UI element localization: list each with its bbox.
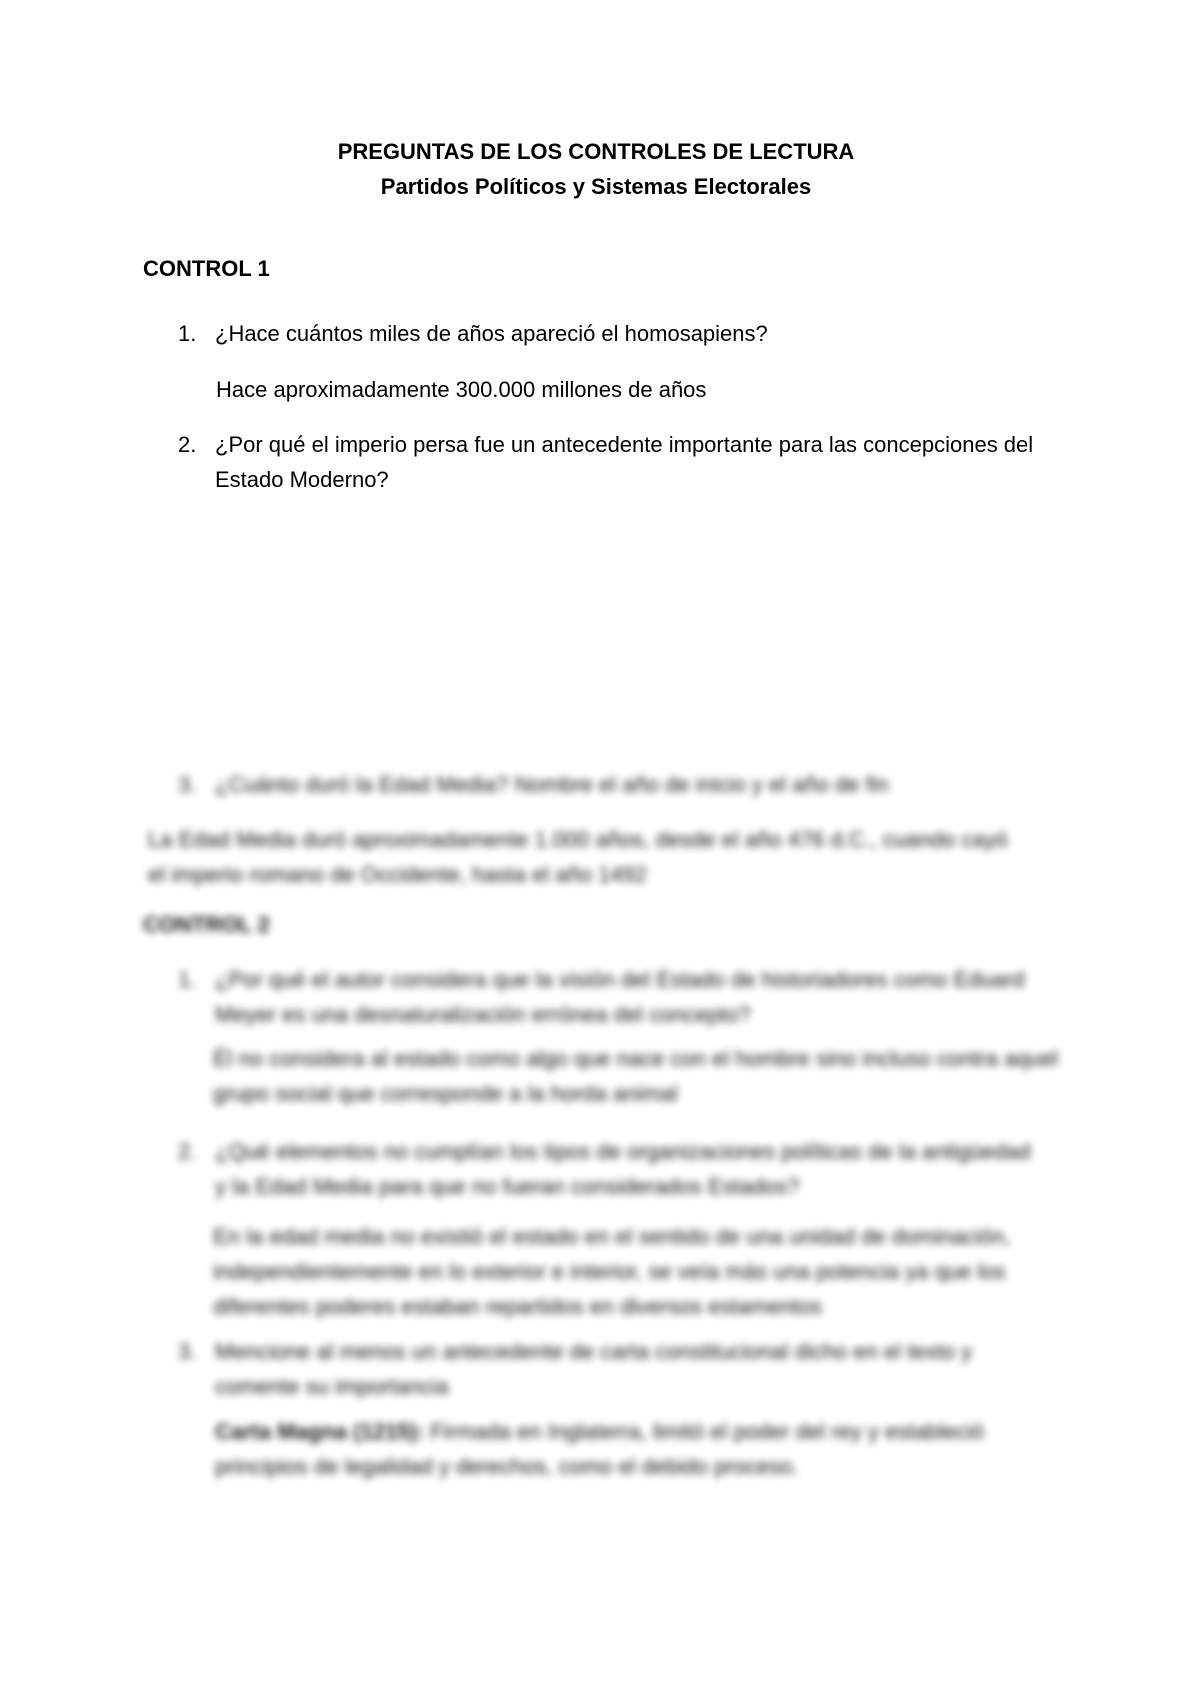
control2-question-3 — [178, 1334, 972, 1404]
answer-text: principios de legalidad y derechos, como el debido proceso. — [215, 1454, 799, 1479]
question-text: comente su importancia — [215, 1374, 449, 1399]
control2-question-1 — [178, 962, 1025, 1032]
answer-text: La Edad Media duró aproximadamente 1.000 años, desde el año 476 d.C., cuando cayó — [148, 827, 1008, 852]
answer-text: Él no considera al estado como algo que nace con el hombre sino incluso contra aquel — [213, 1046, 1059, 1071]
answer-text: diferentes poderes estaban repartidos en diversos estamentos — [213, 1294, 823, 1319]
control2-heading: CONTROL 2 — [143, 912, 270, 937]
question-text: ¿Por qué el imperio persa fue un antecedente importante para las concepciones del — [215, 432, 1034, 457]
list-number: 1. — [178, 321, 197, 346]
answer-text: independientemente en lo exterior e interior, se veía más una potencia ya que los — [213, 1259, 1006, 1284]
question-text: ¿Qué elementos no cumplían los tipos de organizaciones políticas de la antigüedad — [215, 1139, 1031, 1164]
question-text: ¿Hace cuántos miles de años apareció el homosapiens? — [215, 321, 768, 346]
question-text: Mencione al menos un antecedente de carta constitucional dicho en el texto y — [215, 1339, 973, 1364]
document-subtitle: Partidos Políticos y Sistemas Electorales — [380, 174, 812, 199]
answer-text: En la edad media no existió el estado en el sentido de una unidad de dominación, — [213, 1224, 1011, 1249]
control1-question-3 — [178, 767, 889, 802]
question-text: ¿Por qué el autor considera que la visión del Estado de historiadores como Eduard — [215, 967, 1025, 992]
control2-question-2 — [178, 1134, 1031, 1204]
answer-text: grupo social que corresponde a la horda animal — [213, 1081, 678, 1106]
control1-answer-3 — [148, 822, 1008, 892]
answer-text: Hace aproximadamente 300.000 millones de años — [216, 377, 707, 402]
answer-text: Firmada en Inglaterra, limitó el poder del rey y estableció — [424, 1419, 985, 1444]
answer-text: el imperio romano de Occidente, hasta el año 1492 — [148, 862, 647, 887]
question-text: Estado Moderno? — [215, 467, 389, 492]
list-number: 3. — [178, 772, 197, 797]
list-number: 2. — [178, 432, 197, 457]
question-text: y la Edad Media para que no fueran considerados Estados? — [215, 1174, 800, 1199]
list-number: 1. — [178, 967, 197, 992]
list-number: 3. — [178, 1339, 197, 1364]
question-text: ¿Cuánto duró la Edad Media? Nombre el año de inicio y el año de fin — [215, 772, 889, 797]
list-number: 2. — [178, 1139, 197, 1164]
question-text: Meyer es una desnaturalización errónea del concepto? — [215, 1002, 751, 1027]
control2-answer-1 — [213, 1041, 1058, 1111]
control1-heading: CONTROL 1 — [143, 256, 270, 281]
control2-answer-3 — [215, 1414, 984, 1484]
document-title: PREGUNTAS DE LOS CONTROLES DE LECTURA — [337, 139, 855, 164]
answer-bold-lead: Carta Magna (1215): — [215, 1419, 425, 1444]
control2-answer-2 — [213, 1219, 1010, 1324]
